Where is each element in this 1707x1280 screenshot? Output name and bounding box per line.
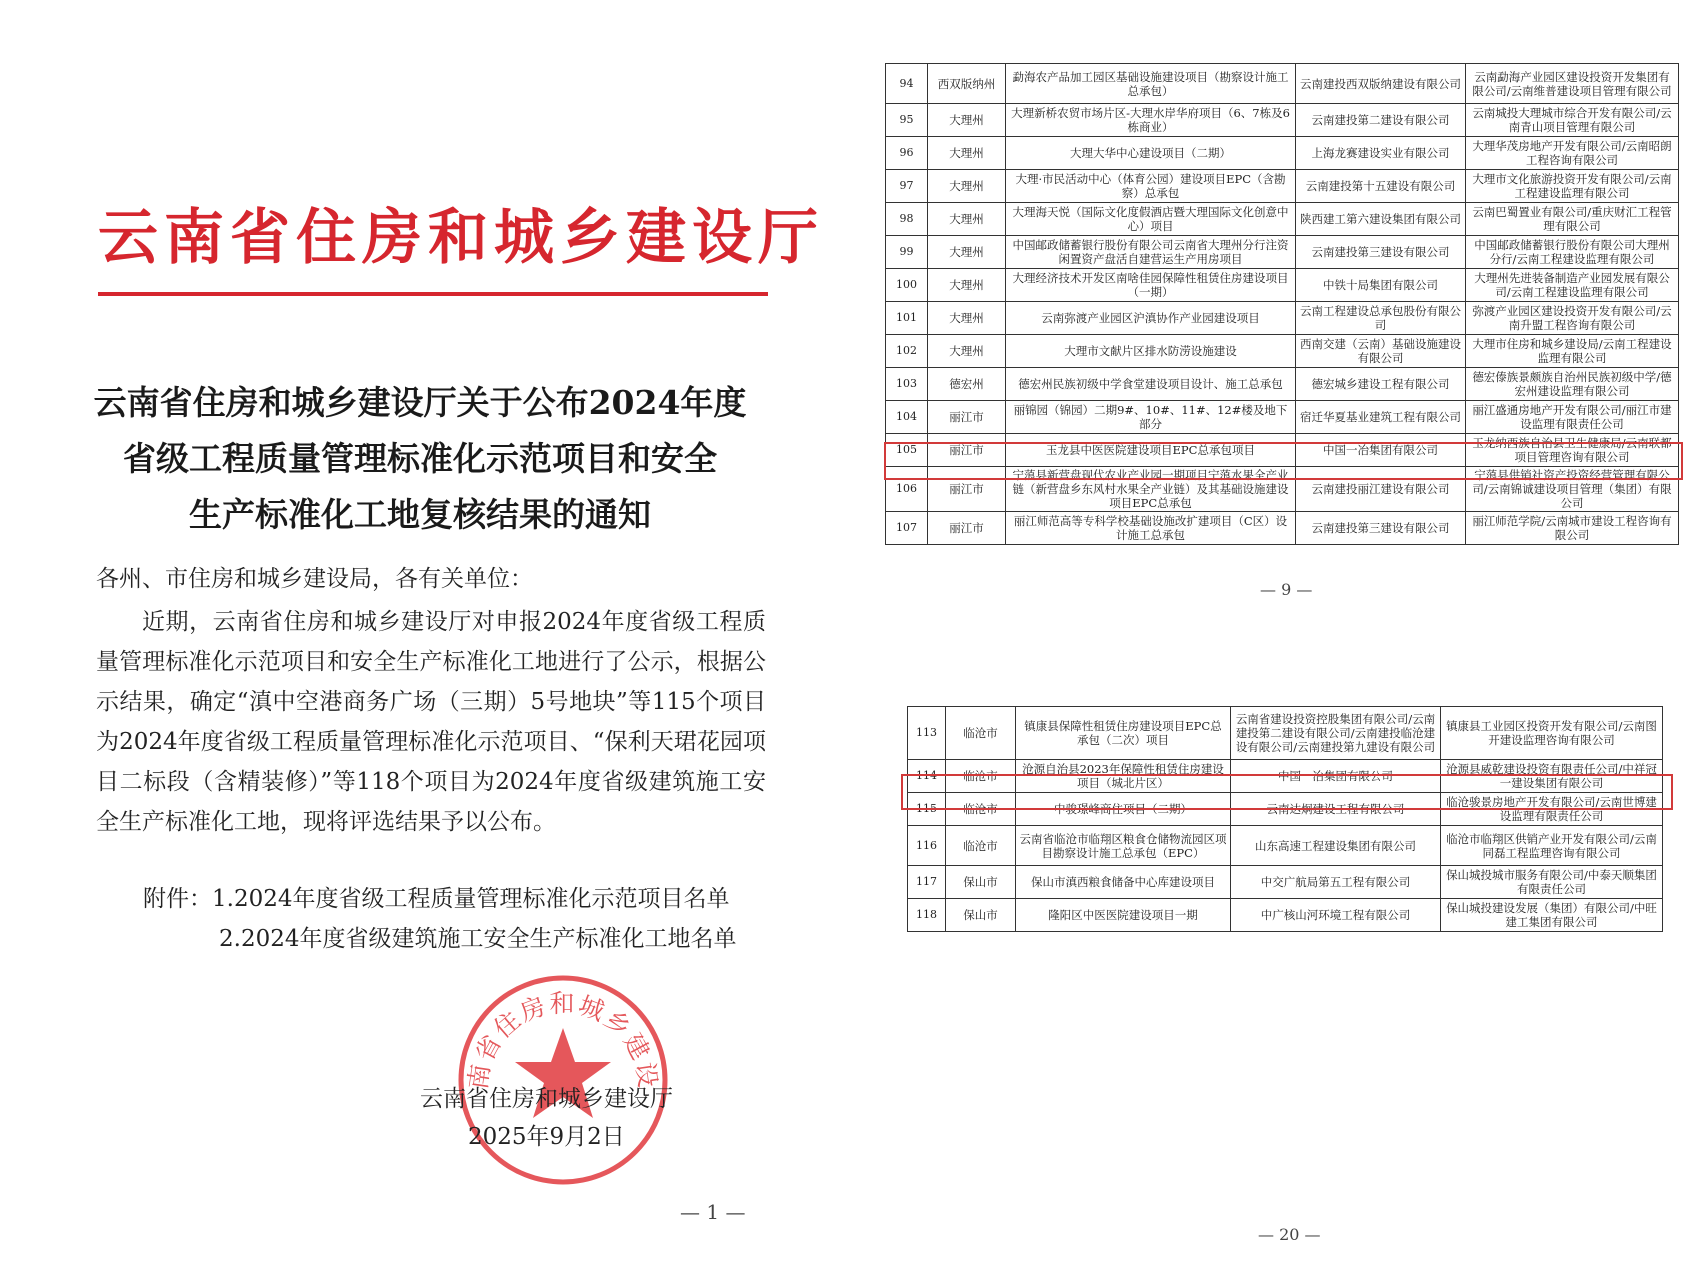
cell-region: 大理州 bbox=[928, 269, 1006, 302]
cell-contractor: 山东高速工程建设集团有限公司 bbox=[1231, 826, 1441, 866]
cell-contractor: 中国一冶集团有限公司 bbox=[1231, 760, 1441, 793]
cell-owner: 沧源县威乾建设投资有限责任公司/中祥冠一建设集团有限公司 bbox=[1441, 760, 1663, 793]
cell-region: 保山市 bbox=[946, 866, 1016, 899]
cell-owner: 大理州先进装备制造产业园发展有限公司/云南工程建设监理有限公司 bbox=[1466, 269, 1679, 302]
title-line: 生产标准化工地复核结果的通知 bbox=[189, 495, 651, 534]
cell-owner: 保山城投建设发展（集团）有限公司/中旺建工集团有限公司 bbox=[1441, 899, 1663, 932]
cell-owner: 云南巴蜀置业有限公司/重庆财汇工程管理有限公司 bbox=[1466, 203, 1679, 236]
cell-no: 106 bbox=[886, 467, 928, 512]
cell-no: 99 bbox=[886, 236, 928, 269]
cell-project: 中国邮政储蓄银行股份有限公司云南省大理州分行注资闲置资产盘活自建营运生产用房项目 bbox=[1006, 236, 1296, 269]
cell-no: 102 bbox=[886, 335, 928, 368]
signer: 云南省住房和城乡建设厅 bbox=[420, 1086, 673, 1112]
cell-region: 大理州 bbox=[928, 203, 1006, 236]
cell-no: 115 bbox=[908, 793, 946, 826]
cell-contractor: 云南省建设投资控股集团有限公司/云南建投第二建设有限公司/云南建投临沧建设有限公司/云南建投第九建设有限公司 bbox=[1231, 707, 1441, 760]
table-row bbox=[908, 899, 1663, 932]
cell-no: 100 bbox=[886, 269, 928, 302]
letterhead: 云南省住房和城乡建设厅 bbox=[98, 203, 824, 273]
cell-project: 镇康县保障性租赁住房建设项目EPC总承包（二次）项目 bbox=[1016, 707, 1231, 760]
cell-contractor: 中铁十局集团有限公司 bbox=[1296, 269, 1466, 302]
cell-contractor: 云南达炯建设工程有限公司 bbox=[1231, 793, 1441, 826]
cell-project: 保山市滇西粮食储备中心库建设项目 bbox=[1016, 866, 1231, 899]
cell-no: 105 bbox=[886, 434, 928, 467]
notice-page bbox=[0, 0, 830, 1280]
cell-no: 101 bbox=[886, 302, 928, 335]
page-number: — 1 — bbox=[680, 1200, 746, 1224]
cell-region: 丽江市 bbox=[928, 401, 1006, 434]
cell-region: 西双版纳州 bbox=[928, 64, 1006, 104]
table-row bbox=[886, 401, 1679, 434]
cell-owner: 丽江师范学院/云南城市建设工程咨询有限公司 bbox=[1466, 512, 1679, 545]
cell-contractor: 德宏城乡建设工程有限公司 bbox=[1296, 368, 1466, 401]
cell-region: 临沧市 bbox=[946, 707, 1016, 760]
attachment-line-1: 附件：1.2024年度省级工程质量管理标准化示范项目名单 bbox=[143, 886, 730, 912]
cell-owner: 中国邮政储蓄银行股份有限公司大理州分行/云南工程建设监理有限公司 bbox=[1466, 236, 1679, 269]
table-row bbox=[886, 368, 1679, 401]
cell-contractor: 中交广航局第五工程有限公司 bbox=[1231, 866, 1441, 899]
cell-project: 宁蒗县新营盘现代农业产业园一期项目宁蒗水果全产业链（新营盘乡东风村水果全产业链）及其基础设施建设项目EPC总承包 bbox=[1006, 467, 1296, 512]
cell-region: 临沧市 bbox=[946, 793, 1016, 826]
cell-contractor: 云南建投第二建设有限公司 bbox=[1296, 104, 1466, 137]
svg-text:云南省住房和城乡建设厅: 南省住房和城乡建设 bbox=[463, 989, 663, 1092]
cell-region: 德宏州 bbox=[928, 368, 1006, 401]
cell-no: 103 bbox=[886, 368, 928, 401]
cell-no: 96 bbox=[886, 137, 928, 170]
cell-owner: 德宏傣族景颇族自治州民族初级中学/德宏州建设监理有限公司 bbox=[1466, 368, 1679, 401]
cell-region: 大理州 bbox=[928, 335, 1006, 368]
cell-owner: 临沧市临翔区供销产业开发有限公司/云南同磊工程监理咨询有限公司 bbox=[1441, 826, 1663, 866]
cell-contractor: 上海龙赛建设实业有限公司 bbox=[1296, 137, 1466, 170]
table-row bbox=[886, 203, 1679, 236]
table-row bbox=[886, 104, 1679, 137]
table-row bbox=[886, 236, 1679, 269]
cell-no: 94 bbox=[886, 64, 928, 104]
cell-region: 丽江市 bbox=[928, 512, 1006, 545]
cell-contractor: 云南建投第十五建设有限公司 bbox=[1296, 170, 1466, 203]
table-row bbox=[886, 64, 1679, 104]
cell-contractor: 中广核山河环境工程有限公司 bbox=[1231, 899, 1441, 932]
page-number: — 20 — bbox=[1258, 1225, 1321, 1244]
cell-contractor: 云南建投西双版纳建设有限公司 bbox=[1296, 64, 1466, 104]
cell-owner: 大理市文化旅游投资开发有限公司/云南工程建设监理有限公司 bbox=[1466, 170, 1679, 203]
cell-no: 118 bbox=[908, 899, 946, 932]
cell-contractor: 云南建投第三建设有限公司 bbox=[1296, 512, 1466, 545]
table-row bbox=[886, 170, 1679, 203]
cell-project: 玉龙县中医医院建设项目EPC总承包项目 bbox=[1006, 434, 1296, 467]
cell-owner: 弥渡产业园区建设投资开发有限公司/云南升盟工程咨询有限公司 bbox=[1466, 302, 1679, 335]
cell-owner: 宁蒗县供销社资产投资经营管理有限公司/云南锦诚建设项目管理（集团）有限公司 bbox=[1466, 467, 1679, 512]
cell-region: 大理州 bbox=[928, 302, 1006, 335]
cell-no: 104 bbox=[886, 401, 928, 434]
project-table-page-9 bbox=[885, 63, 1678, 545]
cell-project: 德宏州民族初级中学食堂建设项目设计、施工总承包 bbox=[1006, 368, 1296, 401]
salutation: 各州、市住房和城乡建设局，各有关单位： bbox=[96, 566, 533, 592]
cell-no: 98 bbox=[886, 203, 928, 236]
cell-no: 117 bbox=[908, 866, 946, 899]
cell-project: 大理新桥农贸市场片区-大理水岸华府项目（6、7栋及6栋商业） bbox=[1006, 104, 1296, 137]
cell-region: 保山市 bbox=[946, 899, 1016, 932]
cell-project: 丽江师范高等专科学校基础设施改扩建项目（C区）设计施工总承包 bbox=[1006, 512, 1296, 545]
cell-project: 丽锦园（锦园）二期9#、10#、11#、12#楼及地下部分 bbox=[1006, 401, 1296, 434]
cell-region: 丽江市 bbox=[928, 434, 1006, 467]
cell-region: 丽江市 bbox=[928, 467, 1006, 512]
attachment-line-2: 2.2024年度省级建筑施工安全生产标准化工地名单 bbox=[219, 926, 737, 952]
table-row bbox=[886, 512, 1679, 545]
cell-owner: 大理华茂房地产开发有限公司/云南昭朗工程咨询有限公司 bbox=[1466, 137, 1679, 170]
cell-owner: 大理市住房和城乡建设局/云南工程建设监理有限公司 bbox=[1466, 335, 1679, 368]
cell-contractor: 云南建投第三建设有限公司 bbox=[1296, 236, 1466, 269]
table-row bbox=[886, 434, 1679, 467]
table-row bbox=[886, 335, 1679, 368]
cell-contractor: 云南建投丽江建设有限公司 bbox=[1296, 467, 1466, 512]
cell-owner: 云南勐海产业园区建设投资开发集团有限公司/云南维普建设项目管理有限公司 bbox=[1466, 64, 1679, 104]
cell-region: 临沧市 bbox=[946, 760, 1016, 793]
cell-project: 沧源自治县2023年保障性租赁住房建设项目（城北片区） bbox=[1016, 760, 1231, 793]
table-row bbox=[908, 707, 1663, 760]
cell-region: 大理州 bbox=[928, 170, 1006, 203]
cell-region: 大理州 bbox=[928, 104, 1006, 137]
cell-project: 大理市文献片区排水防涝设施建设 bbox=[1006, 335, 1296, 368]
title-line: 省级工程质量管理标准化示范项目和安全 bbox=[123, 439, 717, 478]
cell-contractor: 宿迁华夏基业建筑工程有限公司 bbox=[1296, 401, 1466, 434]
table-row bbox=[908, 760, 1663, 793]
cell-contractor: 陕西建工第六建设集团有限公司 bbox=[1296, 203, 1466, 236]
cell-owner: 保山城投城市服务有限公司/中泰天顺集团有限责任公司 bbox=[1441, 866, 1663, 899]
cell-no: 95 bbox=[886, 104, 928, 137]
title-line: 云南省住房和城乡建设厅关于公布2024年度 bbox=[93, 383, 747, 422]
cell-region: 大理州 bbox=[928, 137, 1006, 170]
cell-owner: 云南城投大理城市综合开发有限公司/云南青山项目管理有限公司 bbox=[1466, 104, 1679, 137]
signature-date: 2025年9月2日 bbox=[468, 1124, 625, 1150]
cell-project: 云南省临沧市临翔区粮食仓储物流园区项目勘察设计施工总承包（EPC） bbox=[1016, 826, 1231, 866]
cell-project: 隆阳区中医医院建设项目一期 bbox=[1016, 899, 1231, 932]
cell-owner: 镇康县工业园区投资开发有限公司/云南图开建设监理咨询有限公司 bbox=[1441, 707, 1663, 760]
cell-contractor: 中国一冶集团有限公司 bbox=[1296, 434, 1466, 467]
cell-project: 大理·市民活动中心（体育公园）建设项目EPC（含勘察）总承包 bbox=[1006, 170, 1296, 203]
cell-owner: 临沧骏景房地产开发有限公司/云南世博建设监理有限责任公司 bbox=[1441, 793, 1663, 826]
cell-project: 大理经济技术开发区南啥佳园保障性租赁住房建设项目（一期） bbox=[1006, 269, 1296, 302]
project-table-page-20 bbox=[907, 706, 1662, 932]
cell-no: 114 bbox=[908, 760, 946, 793]
cell-no: 116 bbox=[908, 826, 946, 866]
cell-region: 大理州 bbox=[928, 236, 1006, 269]
cell-owner: 玉龙纳西族自治县卫生健康局/云南联都项目管理咨询有限公司 bbox=[1466, 434, 1679, 467]
body-paragraph: 近期，云南省住房和城乡建设厅对申报2024年度省级工程质量管理标准化示范项目和安全生产标准化工地进行了公示，根据公示结果，确定“滇中空港商务广场（三期）5号地块”等115个项目为2024年度省级工程质量管理标准化示范项目、“保利天珺花园项目二标段（含精装修）”等118个项目为2024年度省级建筑施工安全生产标准化工地，现将评选结果予以公布。 bbox=[96, 609, 766, 835]
table-row bbox=[886, 302, 1679, 335]
cell-project: 云南弥渡产业园区沪滇协作产业园建设项目 bbox=[1006, 302, 1296, 335]
table-row bbox=[886, 269, 1679, 302]
table-row bbox=[908, 826, 1663, 866]
cell-project: 大理海天悦（国际文化度假酒店暨大理国际文化创意中心）项目 bbox=[1006, 203, 1296, 236]
cell-region: 临沧市 bbox=[946, 826, 1016, 866]
table-row bbox=[908, 866, 1663, 899]
cell-project: 勐海农产品加工园区基础设施建设项目（勘察设计施工总承包） bbox=[1006, 64, 1296, 104]
table-row bbox=[886, 467, 1679, 512]
cell-no: 113 bbox=[908, 707, 946, 760]
page-number: — 9 — bbox=[1260, 580, 1313, 599]
cell-owner: 丽江盛通房地产开发有限公司/丽江市建设监理有限责任公司 bbox=[1466, 401, 1679, 434]
cell-no: 107 bbox=[886, 512, 928, 545]
table-row bbox=[908, 793, 1663, 826]
cell-project: 中骏璟峰商住项目（二期） bbox=[1016, 793, 1231, 826]
document-title bbox=[60, 375, 780, 543]
cell-project: 大理大华中心建设项目（二期） bbox=[1006, 137, 1296, 170]
cell-contractor: 云南工程建设总承包股份有限公司 bbox=[1296, 302, 1466, 335]
cell-no: 97 bbox=[886, 170, 928, 203]
letterhead-divider bbox=[98, 292, 768, 296]
table-row bbox=[886, 137, 1679, 170]
cell-contractor: 西南交建（云南）基础设施建设有限公司 bbox=[1296, 335, 1466, 368]
